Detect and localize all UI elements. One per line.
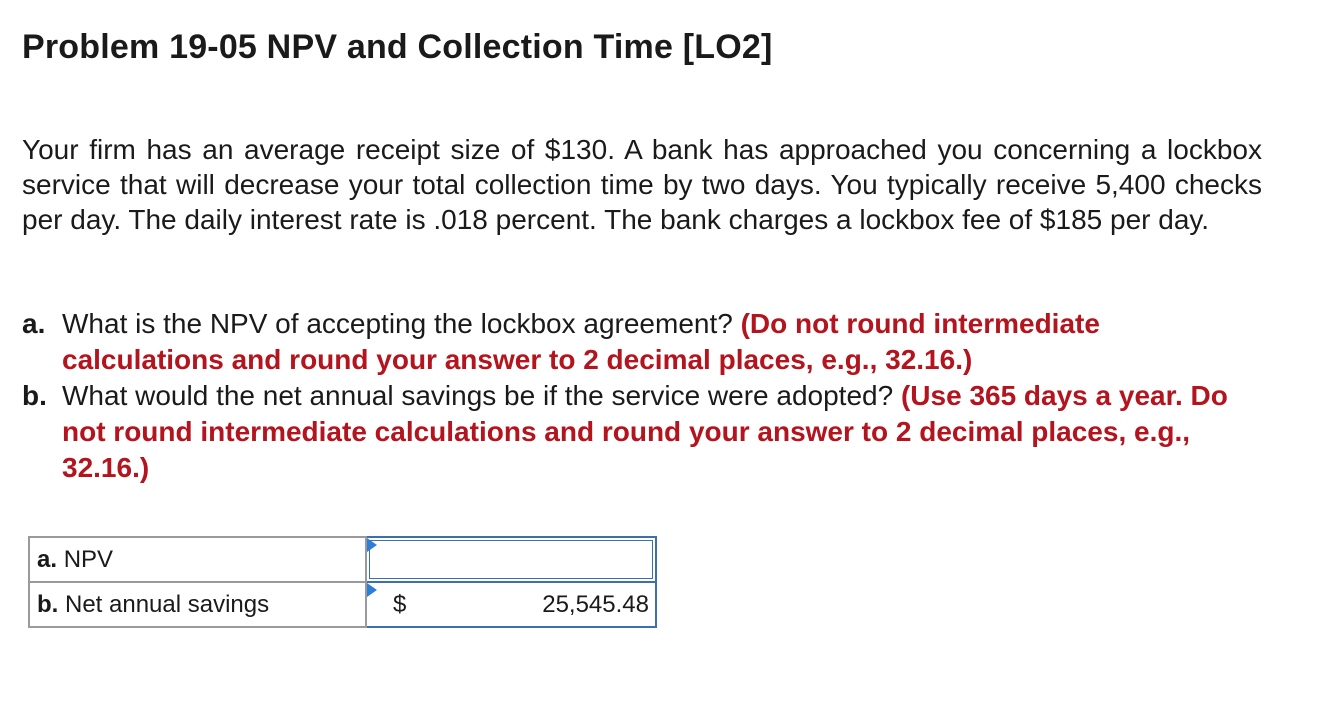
answer-label-savings xyxy=(29,582,366,627)
savings-flag-icon xyxy=(367,583,377,597)
problem-intro: Your firm has an average receipt size of $130. A bank has approached you concerning a lockbox service that will decrease your total collection time by two days. You typically receive 5,400 checks per day. The daily interest rate is .018 percent. The bank charges a lockbox fee of $185 per day. xyxy=(22,134,1262,235)
question-b-letter: b. xyxy=(22,380,47,411)
npv-input[interactable] xyxy=(366,537,656,582)
question-a xyxy=(22,306,1262,378)
savings-currency: $ xyxy=(393,590,407,618)
answer-b-letter: b. xyxy=(37,590,59,618)
savings-input[interactable] xyxy=(366,582,656,627)
answer-b-label: Net annual savings xyxy=(65,590,270,618)
problem-title: Problem 19-05 NPV and Collection Time [LO2] xyxy=(22,28,773,66)
answer-row-npv xyxy=(29,537,656,582)
npv-input-box[interactable] xyxy=(369,540,653,579)
question-a-text: What is the NPV of accepting the lockbox agreement? xyxy=(62,308,733,339)
question-b-hint: (Use 365 days a year. Do not round intermediate calculations and round your answer to 2 decimal places, e.g., 32.16.) xyxy=(62,380,1228,483)
question-a-letter: a. xyxy=(22,308,46,339)
question-b xyxy=(22,378,1262,486)
answer-label-npv xyxy=(29,537,366,582)
question-b-text: What would the net annual savings be if the service were adopted? xyxy=(62,380,894,411)
questions-list xyxy=(22,306,1262,486)
question-a-hint: (Do not round intermediate calculations and round your answer to 2 decimal places, e.g., 32.16.) xyxy=(62,308,1100,375)
npv-flag-icon xyxy=(367,538,377,552)
answer-a-letter: a. xyxy=(37,545,58,573)
answer-table xyxy=(28,536,657,628)
answer-a-label: NPV xyxy=(63,545,114,573)
answer-row-savings xyxy=(29,582,656,627)
savings-value: 25,545.48 xyxy=(542,590,649,618)
